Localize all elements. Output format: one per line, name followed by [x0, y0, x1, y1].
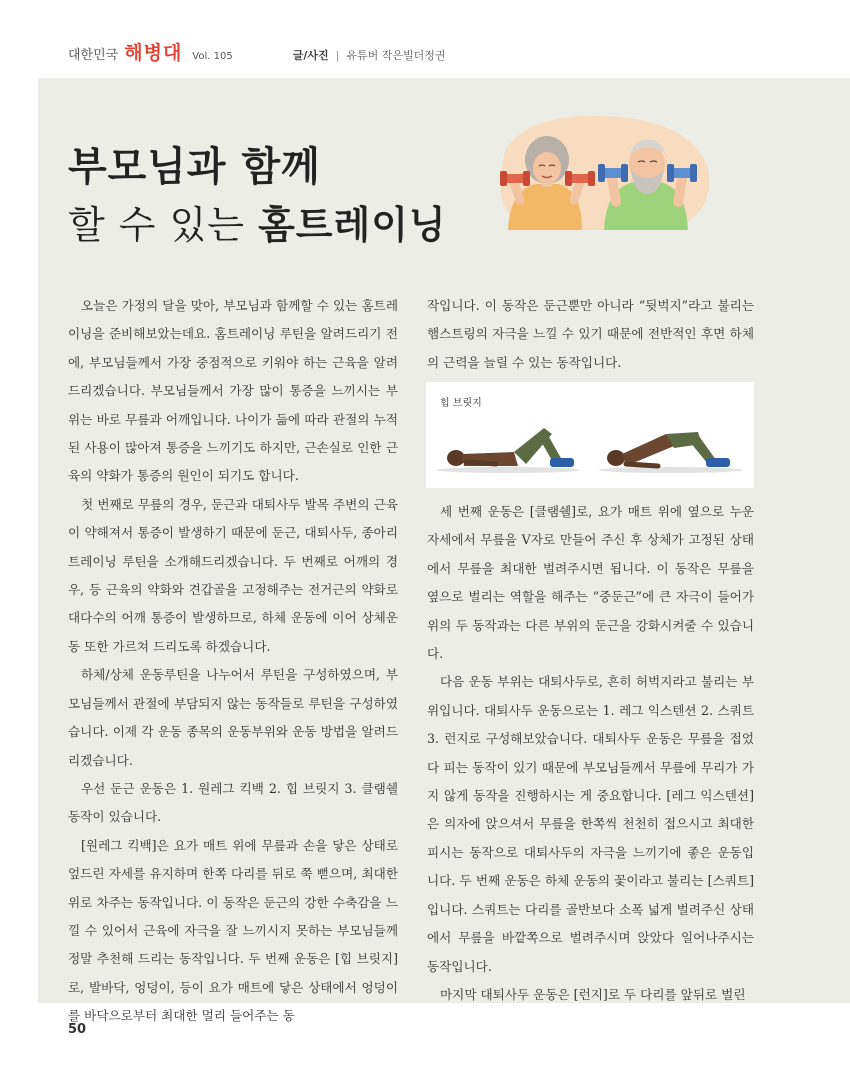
figure-label: 힙 브릿지 — [440, 398, 482, 409]
article-column-left — [68, 292, 398, 1031]
header-credit: 유튜버 작은빌더정권 — [346, 49, 446, 62]
magazine-header — [68, 38, 828, 68]
header-country: 대한민국 — [68, 48, 119, 63]
paragraph-clamshell: 세 번째 운동은 [클램쉘]로, 요가 매트 위에 옆으로 누운 자세에서 무릎을 V자로 만들어 주신 후 상체가 고정된 상태에서 무릎을 최대한 벌려주시면 됩니다. 이 동작은 무릎을 옆으로 벌리는 역할을 해주는 “중둔근”에 큰 자극이 들어가 위의 두 동작과는 다른 부위의 둔근을 강화시켜줄 수 있습니다. — [427, 504, 754, 662]
hip-bridge-photo — [426, 382, 754, 488]
paragraph-routine: 하체/상체 운동루틴을 나누어서 루틴을 구성하였으며, 부모님들께서 관절에 부담되지 않는 동작들로 루틴을 구성하였습니다. 이제 각 운동 종목의 운동부위와 운동 방법을 알려드리겠습니다. — [68, 667, 398, 768]
paragraph-lunge: 마지막 대퇴사두 운동은 [런지]로 두 다리를 앞뒤로 벌린 — [440, 986, 746, 1002]
title-line-2-bold: 홈트레이닝 — [258, 203, 447, 247]
title-line-2-prefix: 할 수 있는 — [68, 203, 259, 247]
page-number: 50 — [68, 1022, 87, 1037]
header-credit-label: 글/사진 — [292, 49, 329, 62]
title-line-2 — [68, 196, 447, 254]
header-separator: | — [335, 49, 340, 62]
article-column-right-bottom — [427, 498, 754, 1009]
title-line-1: 부모님과 함께 — [68, 144, 321, 190]
article-title — [68, 138, 447, 254]
header-volume: Vol. 105 — [192, 51, 233, 62]
paragraph-bridge-continued: 작입니다. 이 동작은 둔근뿐만 아니라 “뒷벅지”라고 불리는 햄스트링의 자극을 느낄 수 있기 때문에 전반적인 후면 하체의 근력을 늘릴 수 있는 동작입니다. — [427, 298, 754, 370]
article-column-right-top — [427, 292, 754, 377]
paragraph-knee-shoulder: 첫 번째로 무릎의 경우, 둔근과 대퇴사두 발목 주변의 근육이 약해져서 통증이 발생하기 때문에 둔근, 대퇴사두, 종아리 트레이닝 루틴을 소개해드리겠습니다. 두 번째로 어깨의 경우, 등 근육의 약화와 견갑골을 고정해주는 전거근의 약화로 대다수의 어깨 통증이 발생하므로, 하체 운동에 이어 상체운동 또한 가르쳐 드리도록 하겠습니다. — [68, 496, 398, 654]
paragraph-intro: 오늘은 가정의 달을 맞아, 부모님과 함께할 수 있는 홈트레이닝을 준비해보았는데요. 홈트레이닝 루틴을 알려드리기 전에, 부모님들께서 가장 중점적으로 키워야 하는 근육을 알려드리겠습니다. 부모님들께서 가장 많이 통증을 느끼시는 부위는 바로 무릎과 어깨입니다. 나이가 듦에 따라 관절의 누적된 사용이 많아져 통증을 느끼기도 하지만, 근손실로 인한 근육의 약화가 통증의 원인이 되기도 합니다. — [68, 298, 398, 484]
paragraph-quadriceps: 다음 운동 부위는 대퇴사두로, 흔히 허벅지라고 불리는 부위입니다. 대퇴사두 운동으로는 1. 레그 익스텐션 2. 스쿼트 3. 런지로 구성해보았습니다. 대퇴사두 운동은 무릎을 접었다 피는 동작이 있기 때문에 부모님들께서 무릎에 무리가 가지 않게 동작을 진행하시는 게 중요합니다. [레그 익스텐션]은 의자에 앉으셔서 무릎을 한쪽씩 천천히 접으시고 최대한 피시는 동작으로 대퇴사두의 자극을 느끼기에 좋은 운동입니다. 두 번째 운동은 하체 운동의 꽃이라고 불리는 [스쿼트]입니다. 스쿼트는 다리를 골반보다 소폭 넓게 벌려주신 상태에서 무릎을 바깥쪽으로 벌려주시며 앉았다 일어나주시는 동작입니다. — [427, 674, 754, 974]
parents-dumbbell-illustration — [476, 108, 716, 248]
paragraph-kickback-bridge: [원레그 킥백]은 요가 매트 위에 무릎과 손을 닿은 상태로 엎드린 자세를 유지하며 한쪽 다리를 뒤로 쭉 뻗으며, 최대한 위로 차주는 동작입니다. 이 동작은 둔근의 강한 수축감을 느낄 수 있어서 근육에 자극을 잘 느끼시지 못하는 부모님들께 정말 추천해 드리는 동작입니다. 두 번째 운동은 [힙 브릿지]로, 발바닥, 엉덩이, 등이 요가 매트에 닿은 상태에서 엉덩이를 바닥으로부터 최대한 멀리 들어주는 동 — [68, 837, 398, 1024]
paragraph-glute-list: 우선 둔근 운동은 1. 원레그 킥백 2. 힙 브릿지 3. 클램쉘 동작이 있습니다. — [68, 780, 398, 825]
hip-bridge-figure — [426, 382, 754, 488]
header-brand: 해병대 — [124, 42, 183, 64]
